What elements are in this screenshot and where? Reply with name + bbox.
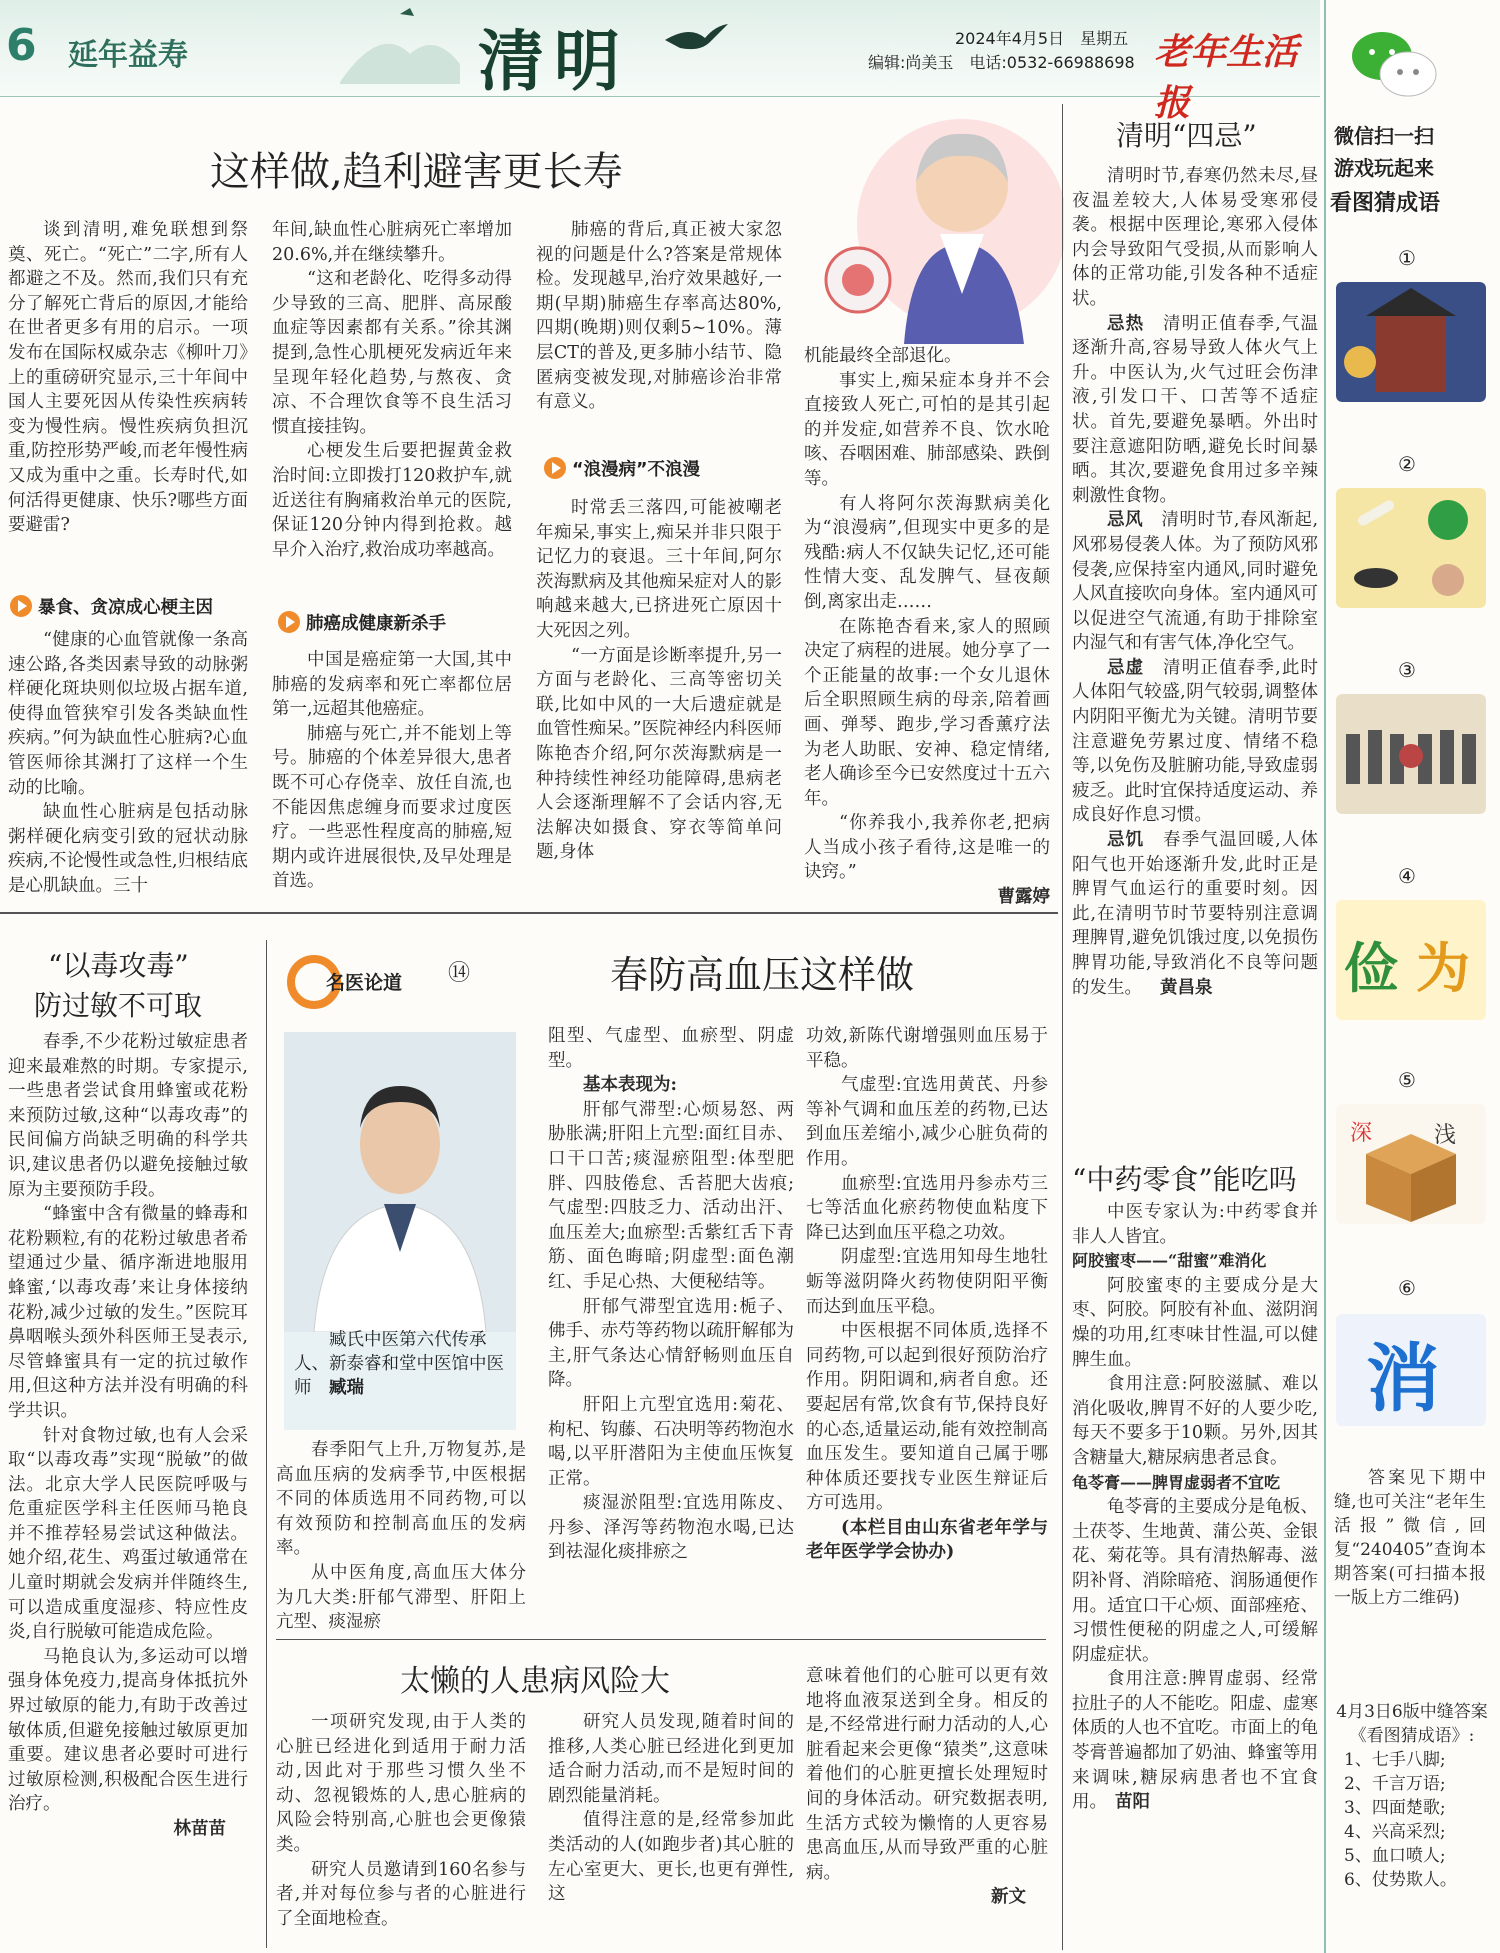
allergy-title-line2: 防过敏不可取 [34, 989, 203, 1022]
taboo-heat [1072, 312, 1318, 509]
taboos-title: 清明“四忌” [1116, 119, 1257, 152]
main-article-title: 这样做,趋利避害更长寿 [210, 149, 623, 195]
lazy-col2-p1: 研究人员发现,随着时间的推移,人类心脏已经进化到更加适合耐力活动,而不是短时间的剧烈能量消耗。 [548, 1712, 794, 1806]
play-icon [10, 595, 32, 617]
lazy-author: 新文 [991, 1887, 1026, 1908]
main-col1b-p2: 缺血性心脏病是包括动脉粥样硬化病变引致的冠状动脉疾病,不论慢性或急性,归根结底是心肌缺血。三十 [8, 802, 248, 896]
hyp-col3-p4: 阴虚型:宜选用知母生地牡蛎等滋阴降火药物使阴阳平衡而达到血压平稳。 [806, 1247, 1048, 1317]
sidebar-heading3: 看图猜成语 [1330, 191, 1441, 216]
elderly-illustration [812, 104, 1064, 344]
snacks-body [1072, 1200, 1318, 1815]
taboo-wind-text: 清明时节,春风渐起,风邪易侵袭人体。为了预防风邪侵袭,应保持室内通风,同时避免人风直接吹向身体。室内通风可以促进空气流通,有助于排除室内湿气和有害气体,净化空气。 [1072, 510, 1319, 654]
main-col4 [804, 344, 1050, 910]
taboo-hunger-lead: 忌饥 [1107, 830, 1145, 851]
taboo-hunger [1072, 828, 1318, 1000]
main-col4-p3: 有人将阿尔茨海默病美化为“浪漫病”,但现实中更多的是残酷:病人不仅缺失记忆,还可能性情大变、乱发脾气、昼夜颠倒,离家出走…… [804, 493, 1050, 612]
prev-answer-2: 2、千言万语; [1344, 1774, 1446, 1794]
hyp-col2-p5: 肝阳上亢型宜选用:菊花、枸杞、钩藤、石决明等药物泡水喝,以平肝潜阳为主使血压恢复正常。 [548, 1394, 794, 1489]
doctor-photo [284, 1032, 516, 1430]
main-col2-p2: “这和老龄化、吃得多动得少导致的三高、肥胖、高尿酸血症等因素都有关系。”徐其渊提到,急性心肌梗死发病近年来呈现年轻化趋势,与熬夜、贪凉、不合理饮食等不良生活习惯直接挂钩。 [272, 269, 512, 437]
sidebar-note [1334, 1466, 1486, 1610]
lazy-col1-p2: 研究人员邀请到160名参与者,并对每位参与者的心脏进行了全面地检查。 [276, 1859, 526, 1929]
snacks-item2-p1: 龟苓膏的主要成分是龟板、土茯苓、生地黄、蒲公英、金银花、菊花等。具有清热解毒、滋阴补肾、消除暗疮、润肠通便作用。适宜口干心烦、面部痤疮、习惯性便秘的阴虚之人,可缓解阴虚症状。 [1072, 1497, 1318, 1665]
hyp-col2 [548, 1024, 794, 1565]
hyp-col2-p6: 痰湿淤阻型:宜选用陈皮、丹参、泽泻等药物泡水喝,已达到祛湿化痰排瘀之 [548, 1493, 794, 1563]
taboos-intro: 清明时节,春寒仍然未尽,昼夜温差较大,人体易受寒邪侵袭。根据中医理论,寒邪入侵体内会导致阳气受损,从而影响人体的正常功能,引发各种不适症状。 [1072, 166, 1318, 309]
prev-answer-4: 4、兴高采烈; [1344, 1822, 1446, 1842]
main-col3b [536, 496, 782, 865]
puzzle-number-6: ⑥ [1398, 1276, 1416, 1300]
taboo-weak [1072, 656, 1318, 828]
taboo-weak-lead: 忌虚 [1107, 657, 1145, 678]
puzzle-number-5: ⑤ [1398, 1068, 1416, 1092]
divider-lazy [276, 1639, 1046, 1640]
photo-caption [294, 1328, 506, 1400]
puzzle4-char2: 为 [1416, 936, 1470, 1000]
sidebar-heading1: 微信扫一扫 [1334, 124, 1434, 148]
hyp-col3-p5: 中医根据不同体质,选择不同药物,可以起到很好预防治疗作用。阴阳调和,病者自愈。还要起居有常,饮食有节,保持良好的心态,适量运动,能有效控制高血压发生。要知道自己属于哪种体质还要找专业医生辩证后方可选用。 [806, 1321, 1048, 1514]
hyp-col3 [806, 1024, 1048, 1565]
divider-right-column [1062, 104, 1063, 1950]
hyp-col2-p1: 阻型、气虚型、血瘀型、阴虚型。 [548, 1026, 794, 1071]
subhead-dementia-text: “浪漫病”不浪漫 [572, 460, 701, 480]
column-issue-number: ⑭ [448, 961, 471, 986]
section-name: 延年益寿 [68, 38, 188, 73]
puzzle-number-1: ① [1398, 246, 1416, 270]
sidebar-note-text: 答案见下期中缝,也可关注“老年生活报”微信,回复“240405”查询本期答案(可扫描本报一版上方二维码) [1334, 1468, 1486, 1608]
lazy-col1 [276, 1710, 526, 1931]
puzzle-image-5[interactable] [1336, 1104, 1486, 1224]
hyp-col2-p2: 基本表现为: [583, 1075, 677, 1096]
page-header [0, 0, 1320, 124]
puzzle6-char: 消 [1366, 1336, 1440, 1422]
allergy-p1: 春季,不少花粉过敏症患者迎来最难熬的时期。专家提示,一些患者尝试食用蜂蜜或花粉来预防过敏,这种“以毒攻毒”的民间偏方尚缺乏明确的科学共识,建议患者仍以避免接触过敏原为主要预防手段。 [8, 1032, 248, 1200]
allergy-title-line1: “以毒攻毒” [48, 949, 189, 982]
taboos-body [1072, 164, 1318, 1000]
prev-answer-3: 3、四面楚歌; [1344, 1798, 1446, 1818]
lazy-col3 [806, 1664, 1048, 1910]
taboo-heat-lead: 忌热 [1107, 313, 1145, 334]
allergy-p3: 针对食物过敏,也有人会采取“以毒攻毒”实现“脱敏”的做法。北京大学人民医院呼吸与危重症医学科主任医师马艳良并不推荐轻易尝试这种做法。她介绍,花生、鸡蛋过敏通常在儿童时期就会发病并伴随终生,可以造成重度湿疹、特应性皮炎,自行脱敏可能造成危险。 [8, 1425, 248, 1643]
snacks-intro: 中医专家认为:中药零食并非人人皆宜。 [1072, 1202, 1318, 1247]
prev-answer-1: 1、七手八脚; [1344, 1750, 1446, 1770]
puzzle-image-3[interactable] [1336, 694, 1486, 814]
snacks-item1-head: 阿胶蜜枣——“甜蜜”难消化 [1072, 1251, 1267, 1271]
divider-allergy [266, 940, 267, 1948]
snacks-item1-p1: 阿胶蜜枣的主要成分是大枣、阿胶。阿胶有补血、滋阴润燥的功用,红枣味甘性温,可以健脾生血。 [1072, 1275, 1318, 1370]
taboo-wind-lead: 忌风 [1107, 510, 1144, 531]
puzzle-number-3: ③ [1398, 658, 1416, 682]
column-badge-text: 名医论道 [326, 972, 403, 994]
subhead-lung-text: 肺癌成健康新杀手 [306, 614, 446, 634]
main-col2-p1: 年间,缺血性心脏病死亡率增加20.6%,并在继续攀升。 [272, 220, 512, 265]
subhead-dementia [544, 456, 700, 481]
taboo-weak-text: 清明正值春季,此时人体阳气较盛,阴气较弱,调整体内阴阳平衡尤为关键。清明节要注意避免劳累过度、情绪不稳等,以免伤及脏腑功能,导致虚弱疲乏。此时宜保持适度运动、养成良好作息习惯。 [1072, 657, 1319, 826]
hyp-col2-p3: 肝郁气滞型:心烦易怒、两胁胀满;肝阳上亢型:面红目赤、口干口苦;痰湿瘀阻型:体型肥胖、四肢倦怠、舌苔肥大齿痕;气虚型:四肢乏力、活动出汗、血压差大;血瘀型:舌紫红舌下青筋、面色晦暗;阴虚型:面色潮红、手足心热、大便秘结等。 [548, 1099, 794, 1292]
issue-date: 2024年4月5日 星期五 [955, 29, 1129, 48]
decor-mountain-icon [340, 4, 460, 84]
play-icon [544, 457, 566, 479]
column-badge [286, 950, 471, 1014]
prev-answers [1336, 1700, 1488, 1892]
paper-name: 老年生活报 [1154, 31, 1299, 124]
main-col3b-p1: 时常丢三落四,可能被嘲老年痴呆,事实上,痴呆并非只限于记忆力的衰退。三十年间,阿尔茨海默病及其他痴呆症对人的影响越来越大,已挤进死亡原因十大死因之列。 [536, 498, 782, 641]
hyp-col3-p1: 功效,新陈代谢增强则血压易于平稳。 [806, 1026, 1048, 1071]
prev-answer-6: 6、仗势欺人。 [1344, 1870, 1457, 1890]
doctor-name: 臧瑞 [329, 1378, 364, 1398]
lazy-title: 太懒的人患病风险大 [400, 1664, 670, 1699]
hypertension-title: 春防高血压这样做 [610, 953, 915, 997]
lazy-col2 [548, 1710, 794, 1907]
prev-answer-5: 5、血口喷人; [1344, 1846, 1446, 1866]
main-col1b-p1: “健康的心血管就像一条高速公路,各类因素导致的动脉粥样硬化斑块则似垃圾占据车道,使得血管狭窄引发各类缺血性疾病。”何为缺血性心脏病?心血管医师徐其渊打了这样一个生动的比喻。 [8, 630, 248, 798]
feature-title: 清明 [478, 22, 630, 100]
allergy-p4: 马艳良认为,多运动可以增强身体免疫力,提高身体抵抗外界过敏原的能力,有助于改善过敏体质,但避免接触过敏原更加重要。建议患者必要时可进行过敏原检测,积极配合医生进行治疗。 [8, 1646, 248, 1815]
puzzle4-char1: 俭 [1344, 936, 1398, 1000]
subhead-heart-text: 暴食、贪凉成心梗主因 [38, 598, 213, 618]
puzzle5-char2: 浅 [1434, 1123, 1457, 1148]
main-col3b-p2: “一方面是诊断率提升,另一方面与老龄化、三高等密切关联,比如中风的一大后遗症就是血管性痴呆。”医院神经内科医师陈艳杏介绍,阿尔茨海默病是一种持续性神经功能障碍,患病老人会逐渐理解不了会话内容,无法解决如摄食、穿衣等简单问题,身体 [536, 645, 782, 863]
main-col4-p1: 机能最终全部退化。 [804, 346, 962, 366]
puzzle-image-6[interactable] [1336, 1314, 1486, 1426]
main-col4-p5: “你养我小,我养你老,把病人当成小孩子看待,这是唯一的诀窍。” [804, 813, 1050, 883]
puzzle-number-4: ④ [1398, 864, 1416, 888]
puzzle-image-4[interactable] [1336, 900, 1486, 1020]
taboo-heat-text: 清明正值春季,气温逐渐升高,容易导致人体火气上升。中医认为,火气过旺会伤津液,引发口干、口苦等不适症状。首先,要避免暴晒。外出时要注意遮阳防晒,避免长时间暴晒。其次,要避免食用过多辛辣刺激性食物。 [1072, 313, 1319, 506]
main-col4-p2: 事实上,痴呆症本身并不会直接致人死亡,可怕的是其引起的并发症,如营养不良、饮水呛咳、吞咽困难、肺部感染、跌倒等。 [804, 370, 1050, 489]
lazy-col1-p1: 一项研究发现,由于人类的心脏已经进化到适用于耐力活动,因此对于那些习惯久坐不动、忽视锻炼的人,患心脏病的风险会特别高,心脏也会更像猿类。 [276, 1712, 526, 1855]
taboos-author: 黄昌泉 [1160, 977, 1213, 998]
main-col2b-p2: 肺癌与死亡,并不能划上等号。肺癌的个体差异很大,患者既不可心存侥幸、放任自流,也不能因焦虑缠身而要求过度医疗。一些恶性程度高的肺癌,短期内或许进展很快,及早处理是首选。 [272, 723, 512, 892]
swallow-icon [660, 20, 730, 60]
main-author: 曹露婷 [997, 887, 1050, 908]
wechat-icon[interactable] [1346, 24, 1442, 104]
main-col1b [8, 628, 248, 899]
main-col3 [536, 218, 782, 415]
main-col3-p1: 肺癌的背后,真正被大家忽视的问题是什么?答案是常规体检。发现越早,治疗效果越好,一期(早期)肺癌生存率高达80%,四期(晚期)则仅剩5~10%。薄层CT的普及,更多肺小结节、隐匿病变被发现,对肺癌诊治非常有意义。 [536, 220, 782, 413]
hyp-col2-p4: 肝郁气滞型宜选用:栀子、佛手、赤芍等药物以疏肝解郁为主,肝气条达心情舒畅则血压自降。 [548, 1296, 794, 1391]
main-col2b-p1: 中国是癌症第一大国,其中肺癌的发病率和死亡率都位居第一,远超其他癌症。 [272, 650, 512, 720]
allergy-p2: “蜂蜜中含有微量的蜂毒和花粉颗粒,有的花粉过敏患者希望通过少量、循序渐进地服用蜂蜜,‘以毒攻毒’来让身体接纳花粉,减少过敏的发生。”医院耳鼻咽喉头颈外科医师王旻表示,尽管蜂蜜具有一定的抗过敏作用,但这种方法并没有明确的科学共识。 [8, 1204, 248, 1421]
page-number: 6 [6, 20, 37, 71]
subhead-lung [278, 610, 446, 635]
allergy-author: 林苗苗 [173, 1819, 226, 1839]
main-col1 [8, 218, 248, 538]
snacks-item2-head: 龟苓膏——脾胃虚弱者不宜吃 [1072, 1472, 1281, 1492]
hyp-col1-p1: 春季阳气上升,万物复苏,是高血压病的发病季节,中医根据不同的体质选用不同药物,可以有效预防和控制高血压的发病率。 [276, 1440, 526, 1559]
taboo-hunger-text: 春季气温回暖,人体阳气也开始逐渐升发,此时正是脾胃气血运行的重要时刻。因此,在清明节时节要特别注意调理脾胃,避免饥饿过度,以免损伤脾胃功能,导致消化不良等问题的发生。 [1072, 830, 1319, 998]
hyp-col3-p2: 气虚型:宜选用黄芪、丹参等补气调和血压差的药物,已达到血压差缩小,减少心脏负荷的作用。 [806, 1075, 1048, 1169]
puzzle-image-2[interactable] [1336, 488, 1486, 608]
snacks-item1-p2: 食用注意:阿胶滋腻、难以消化吸收,脾胃不好的人要少吃,每天不要多于10颗。另外,因其含糖量大,糖尿病患者忌食。 [1072, 1374, 1318, 1468]
lazy-col3-p1: 意味着他们的心脏可以更有效地将血液泵送到全身。相反的是,不经常进行耐力活动的人,心脏看起来会更像“猿类”,这意味着他们的心脏更擅长处理短时间的身体活动。研究数据表明,生活方式较为懒惰的人更容易患高血压,从而导致严重的心脏病。 [806, 1666, 1048, 1883]
snacks-item2-p2-text: 食用注意:脾胃虚弱、经常拉肚子的人不能吃。阳虚、虚寒体质的人也不宜吃。市面上的龟苓膏普遍都加了奶油、蜂蜜等用来调味,糖尿病患者也不宜食用。 [1072, 1669, 1318, 1813]
main-col1-p1: 谈到清明,难免联想到祭奠、死亡。“死亡”二字,所有人都避之不及。然而,我们只有充分了解死亡背后的原因,才能给在世者更多有用的启示。一项发布在国际权威杂志《柳叶刀》上的重磅研究显示,三十年间中国人主要死因从传染性疾病转变为慢性病。慢性疾病负担沉重,防控形势严峻,而老年慢性病又成为重中之重。长寿时代,如何活得更健康、快乐?哪些方面要避雷? [8, 220, 248, 536]
photo-caption-text: 臧氏中医第六代传承人、新泰睿和堂中医馆中医师 [294, 1330, 504, 1398]
main-col4-p4: 在陈艳杏看来,家人的照顾决定了病程的进展。她分享了一个正能量的故事:一个女儿退休后全职照顾生病的母亲,陪着画画、弹琴、跑步,学习香薰疗法为老人助眠、安神、稳定情绪,老人确诊至今已安然度过十五六年。 [804, 616, 1050, 809]
main-col2 [272, 218, 512, 562]
puzzle-image-1[interactable] [1336, 282, 1486, 402]
play-icon [278, 611, 300, 633]
allergy-body [8, 1030, 248, 1842]
snacks-item2-p2 [1072, 1667, 1318, 1815]
subhead-heart [10, 594, 213, 619]
lazy-col2-p2: 值得注意的是,经常参加此类活动的人(如跑步者)其心脏的左心室更大、更长,也更有弹性,这 [548, 1810, 794, 1905]
puzzle-number-2: ② [1398, 452, 1416, 476]
puzzle5-char1: 深 [1350, 1121, 1373, 1146]
hyp-col3-p3: 血瘀型:宜选用丹参赤芍三七等活血化瘀药物使血粘度下降已达到血压平稳之功效。 [806, 1173, 1048, 1243]
editor-line: 编辑:尚美玉 电话:0532-66988698 [868, 53, 1135, 72]
doctor-portrait-icon [284, 1032, 516, 1332]
main-col2-p3: 心梗发生后要把握黄金救治时间:立即拨打120救护车,就近送往有胸痛救治单元的医院,保证120分钟内得到抢救。越早介入治疗,救治成功率越高。 [272, 441, 512, 560]
hyp-col1 [276, 1438, 526, 1635]
prev-answers-title: 4月3日6版中缝答案《看图猜成语》: [1336, 1702, 1488, 1746]
taboo-wind [1072, 508, 1318, 656]
main-col2b [272, 648, 512, 894]
hyp-col1-p2: 从中医角度,高血压大体分为几大类:肝郁气滞型、肝阳上亢型、痰湿瘀 [276, 1562, 526, 1633]
divider-main [0, 912, 1058, 914]
hyp-col3-p6: (本栏目由山东省老年学与老年医学学会协办) [806, 1517, 1048, 1563]
sidebar-heading2: 游戏玩起来 [1334, 156, 1434, 180]
snacks-title: “中药零食”能吃吗 [1072, 1163, 1297, 1196]
snacks-author: 苗阳 [1115, 1792, 1150, 1813]
